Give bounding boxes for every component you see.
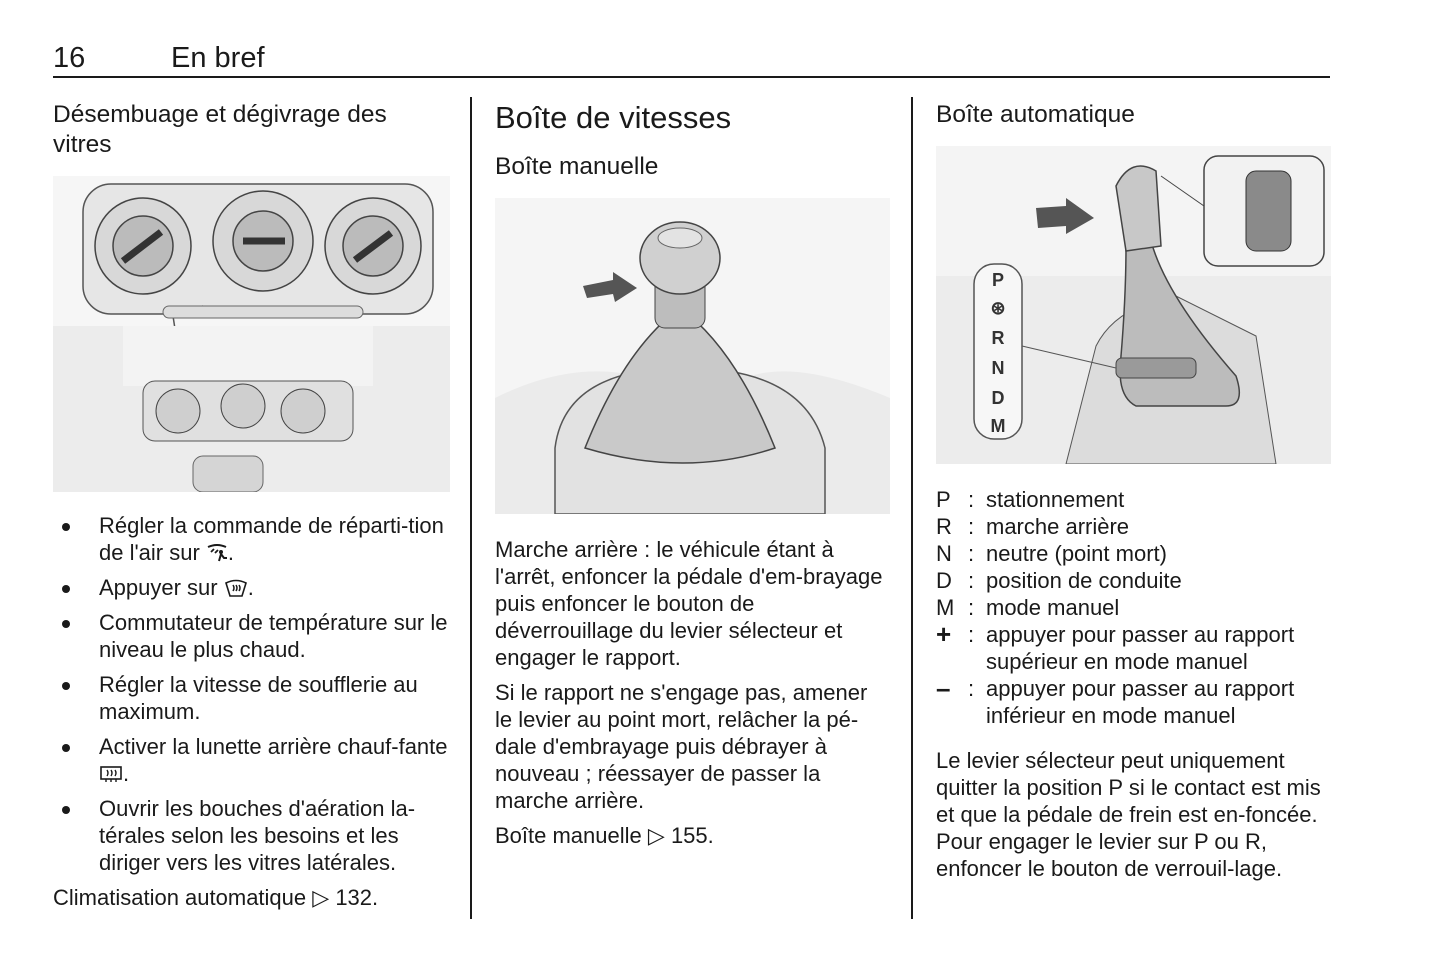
list-item: Régler la vitesse de soufflerie au maximum. bbox=[53, 671, 450, 725]
cross-reference: Climatisation automatique ▷ 132. bbox=[53, 885, 379, 910]
legend-row: – : appuyer pour passer au rapport inférieur en mode manuel bbox=[936, 673, 1295, 728]
defrost-steps bbox=[53, 512, 450, 876]
reverse-instructions: Marche arrière : le véhicule étant à l'arrêt, enfoncer la pédale d'em-brayage puis enfoncer le bouton de déverrouillage du levier sélecteur et engager le rapport. bbox=[495, 537, 883, 670]
column-automatic bbox=[936, 100, 1331, 890]
column-defrost bbox=[53, 100, 450, 911]
selector-label-d: D bbox=[991, 388, 1005, 408]
automatic-heading: Boîte automatique bbox=[936, 101, 1135, 128]
selector-label-lock: ⊛ bbox=[990, 298, 1006, 318]
list-item: Appuyer sur . bbox=[53, 574, 450, 601]
column-divider bbox=[470, 97, 472, 919]
legend-row: M : mode manuel bbox=[936, 595, 1120, 620]
column-divider bbox=[911, 97, 913, 919]
selector-label-n: N bbox=[991, 358, 1005, 378]
legend-row: P : stationnement bbox=[936, 487, 1125, 512]
page-header bbox=[53, 42, 1330, 78]
list-item: Commutateur de température sur le niveau le plus chaud. bbox=[53, 609, 450, 663]
selector-label-p: P bbox=[991, 270, 1005, 290]
selector-note: Le levier sélecteur peut uniquement quitter la position P si le contact est mis et que la pédale de frein est en-foncée. Pour engager le levier sur P ou R, enfoncer le bouton de verrouil-lage. bbox=[936, 748, 1321, 881]
windscreen-defrost-icon bbox=[224, 575, 248, 600]
windscreen-airflow-icon bbox=[206, 540, 228, 565]
selector-label-r: R bbox=[991, 328, 1005, 348]
manual-subheading: Boîte manuelle bbox=[495, 153, 659, 180]
legend-row: R : marche arrière bbox=[936, 514, 1130, 539]
defrost-heading: Désembuage et dégivrage des vitres bbox=[53, 101, 387, 158]
automatic-selector-illustration bbox=[936, 146, 1331, 464]
arrow-icon: ▷ bbox=[312, 885, 330, 910]
arrow-icon: ▷ bbox=[647, 823, 665, 848]
rear-window-heater-icon bbox=[99, 761, 123, 786]
column-gearbox bbox=[495, 100, 890, 849]
climate-panel-illustration bbox=[53, 176, 450, 492]
cross-reference: Boîte manuelle ▷ 155. bbox=[495, 823, 714, 848]
list-item: Activer la lunette arrière chauf-fante . bbox=[53, 733, 450, 787]
list-item: Régler la commande de réparti-tion de l'air sur . bbox=[53, 512, 450, 566]
selector-label-m: M bbox=[990, 416, 1006, 436]
reverse-retry-instructions: Si le rapport ne s'engage pas, amener le levier au point mort, relâcher la pé-dale d'embrayage puis débrayer à nouveau ; réessayer de passer la marche arrière. bbox=[495, 680, 868, 813]
climate-panel-figure bbox=[53, 176, 450, 492]
selector-legend bbox=[936, 486, 1331, 729]
gear-lever-illustration bbox=[495, 198, 890, 514]
automatic-gearbox-figure bbox=[936, 146, 1331, 464]
section-title: En bref bbox=[171, 42, 265, 74]
legend-row: + : appuyer pour passer au rapport supérieur en mode manuel bbox=[936, 619, 1295, 674]
gearbox-heading: Boîte de vitesses bbox=[495, 100, 732, 135]
legend-row: D : position de conduite bbox=[936, 568, 1182, 593]
legend-row: N : neutre (point mort) bbox=[936, 541, 1167, 566]
list-item: Ouvrir les bouches d'aération la-térales selon les besoins et les diriger vers les vitres latérales. bbox=[53, 795, 450, 876]
manual-gearbox-figure bbox=[495, 198, 890, 514]
page-number: 16 bbox=[53, 42, 86, 74]
